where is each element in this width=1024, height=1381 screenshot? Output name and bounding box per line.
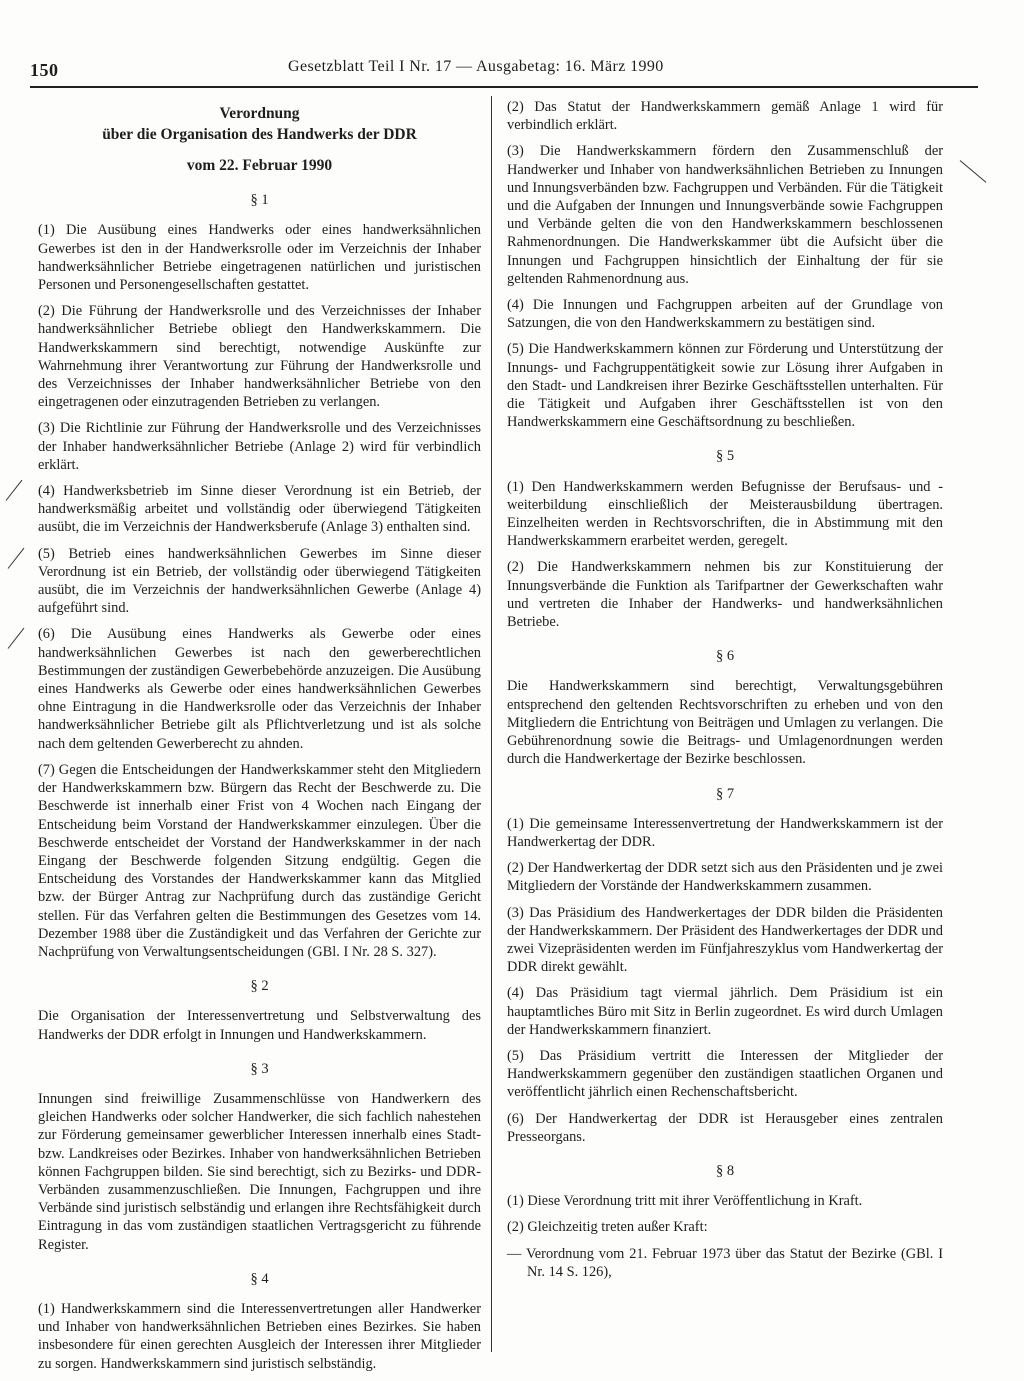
header-rule [30,86,978,88]
paragraph: (1) Diese Verordnung tritt mit ihrer Veröffentlichung in Kraft. [507,1193,863,1210]
document-date: vom 22. Februar 1990 [186,157,333,174]
section-heading-6: § 6 [715,648,735,665]
paragraph: (2) Der Handwerkertag der DDR setzt sich aus den Präsidenten und je zwei Mitgliedern der Vorstände der Handwerkskammern zusammen. [507,860,943,895]
paragraph: (5) Das Präsidium vertritt die Interessen der Mitglieder der Handwerkskammern gegenüber den zuständigen staatlichen Organen und veröffentlicht jährlich einen Rechenschaftsbericht. [507,1047,943,1101]
paragraph: (6) Die Ausübung eines Handwerks als Gewerbe oder eines handwerksähnlichen Gewerbes ist nach den gewerberechtlichen Bestimmungen der zuständigen Gewerbebehörde anzuzeigen. Die Ausübung eines Handwerks als Gewerbe oder eines handwerksähnlichen Gewerbes ohne Eintragung in die Handwerksrolle oder das Verzeichnis der Inhaber handwerksähnlicher Betriebe gilt als Pflichtverletzung und ist als solche nach dem geltenden Gewerberecht zu ahnden. [38,626,481,752]
paragraph: (2) Gleichzeitig treten außer Kraft: [507,1219,708,1236]
paragraph: (5) Die Handwerkskammern können zur Förderung und Unterstützung der Innungs- und Fachgruppentätigkeit sowie zur Lösung ihrer Aufgaben in den Stadt- und Landkreisen ihrer Bezirke Geschäftsstellen unterhalten. Für die Tätigkeit und Aufgaben ihrer Geschäftsstellen ist von den Handwerkskammern eine Geschäftsordnung zu beschließen. [507,341,943,431]
paragraph: (4) Das Präsidium tagt viermal jährlich. Dem Präsidium ist ein hauptamtliches Büro mit Sitz in Berlin zugeordnet. Es wird durch Umlagen der Handwerkskammern finanziert. [507,985,943,1038]
paragraph: (4) Die Innungen und Fachgruppen arbeiten auf der Grundlage von Satzungen, die von den Handwerkskammern zu bestätigen sind. [507,297,943,332]
paragraph: Die Handwerkskammern sind berechtigt, Verwaltungsgebühren entsprechend den geltenden Rechtsvorschriften zu erheben und von den Mitgliedern die Entrichtung von Beiträgen und Umlagen zu verlangen. Die Gebührenordnung sowie die Beitrags- und Umlagenordnungen werden durch die Handwerkertage der Bezirke beschlossen. [507,678,943,768]
paragraph: (5) Betrieb eines handwerksähnlichen Gewerbes im Sinne dieser Verordnung ist ein Betrieb, der vollständig oder überwiegend Tätigkeiten ausübt, die im Verzeichnis der handwerksähnlichen Gewerbe (Anlage 4) aufgeführt sind. [38,545,481,617]
paragraph: (3) Das Präsidium des Handwerkertages der DDR bilden die Präsidenten der Handwerkskammern. Der Präsident des Handwerkertages der DDR und zwei Vizepräsidenten werden im Fünfjahreszyklus vom Handwerkertag der DDR direkt gewählt. [507,904,943,976]
paragraph: (4) Handwerksbetrieb im Sinne dieser Verordnung ist ein Betrieb, der handwerksmäßig arbeitet und vollständig oder überwiegend Tätigkeiten ausübt, die im Verzeichnis der Handwerksberufe (Anlage 3) enthalten sind. [38,483,481,536]
section-heading-5: § 5 [715,448,735,465]
page-number: 150 [30,60,59,80]
column-divider [491,96,492,1352]
paragraph: (2) Die Führung der Handwerksrolle und des Verzeichnisses der Inhaber handwerksähnlicher Betriebe obliegt den Handwerkskammern. Die Handwerkskammern sind berechtigt, notwendige Auskünfte zur Wahrnehmung ihrer Verantwortung zur Führung der Handwerksrolle und des Verzeichnisses der Inhaber handwerksähnlicher Betriebe von den eingetragenen oder einzutragenden Betrieben zu verlangen. [38,303,481,411]
paragraph: (3) Die Handwerkskammern fördern den Zusammenschluß der Handwerker und Inhaber von handwerksähnlichen Betrieben zu Innungen und Innungsverbänden bzw. Fachgruppen und Verbänden. Für die Tätigkeit und die Aufgaben der Innungen und Innungsverbände sowie Fachgruppen und Verbände gelten die von den Handwerkskammern beschlossenen Rahmenordnungen. Die Handwerkskammer übt die Aufsicht über die Innungen und Fachgruppen hinsichtlich der Einhaltung der für sie geltenden Rahmenordnung aus. [507,143,943,287]
paragraph: Innungen sind freiwillige Zusammenschlüsse von Handwerkern des gleichen Handwerks oder solcher Handwerker, die sich fachlich nahestehen zur Förderung gemeinsamer gewerblicher Interessen innerhalb eines Stadt- bzw. Landkreises oder Bezirkes. Inhaber von handwerksähnlichen Betrieben können Fachgruppen bilden. Sie sind berechtigt, sich zu Bezirks- und DDR-Verbänden zusammenzuschließen. Die Innungen, Fachgruppen und ihre Verbände sind juristisch selbständig und erlangen ihre Rechtsfähigkeit durch Eintragung in das vom zuständigen staatlichen Vertragsgericht zu führende Register. [38,1090,481,1253]
section-heading-2: § 2 [250,978,269,995]
paragraph: (2) Die Handwerkskammern nehmen bis zur Konstituierung der Innungsverbände die Funktion als Tarifpartner der Gewerkschaften wahr und vertreten die Inhaber der Handwerks- und handwerksähnlichen Betriebe. [507,559,943,631]
paragraph: (7) Gegen die Entscheidungen der Handwerkskammer steht den Mitgliedern der Handwerkskammern bzw. Bürgern das Recht der Beschwerde zu. Die Beschwerde ist innerhalb einer Frist von 4 Wochen nach Eingang der Entscheidung beim Vorstand der Handwerkskammer einzulegen. Über die Beschwerde entscheidet der Vorstand der Handwerkskammer in der nach Eingang der Beschwerde folgenden Sitzung endgültig. Gegen die Entscheidung des Vorstandes der Handwerkskammer kann das Mitglied bzw. der Bürger Antrag zur Nachprüfung durch das zuständige Gericht stellen. Für das Verfahren gelten die Bestimmungen des Gesetzes vom 14. Dezember 1988 über die Zuständigkeit und das Verfahren der Gerichte zur Nachprüfung von Verwaltungsentscheidungen (GBl. I Nr. 28 S. 327). [38,761,481,960]
paragraph: (6) Der Handwerkertag der DDR ist Herausgeber eines zentralen Presseorgans. [507,1110,943,1145]
section-heading-1: § 1 [250,192,269,209]
title-line-1: Verordnung [219,105,300,122]
margin-mark-4 [960,160,987,183]
left-column [38,100,481,1381]
running-header-title: Gesetzblatt Teil I Nr. 17 — Ausgabetag: 16. März 1990 [288,58,664,75]
margin-mark-1 [6,480,23,501]
margin-mark-2 [8,548,25,569]
paragraph: (1) Die Ausübung eines Handwerks oder eines handwerksähnlichen Gewerbes ist den in der Handwerksrolle oder im Verzeichnis der Inhaber handwerksähnlicher Betriebe eingetragenen natürlichen und juristischen Personen und Personengesellschaften gestattet. [38,222,481,294]
section-heading-8: § 8 [715,1162,735,1179]
right-column [507,98,943,1285]
section-heading-3: § 3 [250,1060,269,1077]
list-item: — Verordnung vom 21. Februar 1973 über das Statut der Bezirke (GBl. I Nr. 14 S. 126), [507,1245,943,1280]
paragraph: (1) Den Handwerkskammern werden Befugnisse der Berufsaus- und -weiterbildung einschließlich der Meisterausbildung übertragen. Einzelheiten werden in Rechtsvorschriften, die in Abstimmung mit den Handwerkskammern erarbeitet werden, geregelt. [507,478,943,550]
paragraph: Die Organisation der Interessenvertretung und Selbstverwaltung des Handwerks der DDR erfolgt in Innungen und Handwerkskammern. [38,1008,481,1043]
page-header [30,56,980,82]
margin-mark-3 [8,628,25,649]
paragraph: (2) Das Statut der Handwerkskammern gemäß Anlage 1 wird für verbindlich erklärt. [507,99,943,134]
document-title [38,103,481,145]
section-heading-7: § 7 [715,785,735,802]
title-line-2: über die Organisation des Handwerks der DDR [102,126,417,143]
paragraph: (1) Handwerkskammern sind die Interessenvertretungen aller Handwerker und Inhaber von handwerksähnlichen Betrieben eines Bezirkes. Sie haben insbesondere für einen gerechten Ausgleich der Interessen ihrer Mitglieder zu sorgen. Handwerkskammern sind juristisch selbständig. [38,1300,481,1372]
paragraph: (1) Die gemeinsame Interessenvertretung der Handwerkskammern ist der Handwerkertag der DDR. [507,815,943,850]
section-heading-4: § 4 [250,1270,269,1287]
paragraph: (3) Die Richtlinie zur Führung der Handwerksrolle und des Verzeichnisses der Inhaber handwerksähnlicher Betriebe (Anlage 2) wird für verbindlich erklärt. [38,420,481,473]
